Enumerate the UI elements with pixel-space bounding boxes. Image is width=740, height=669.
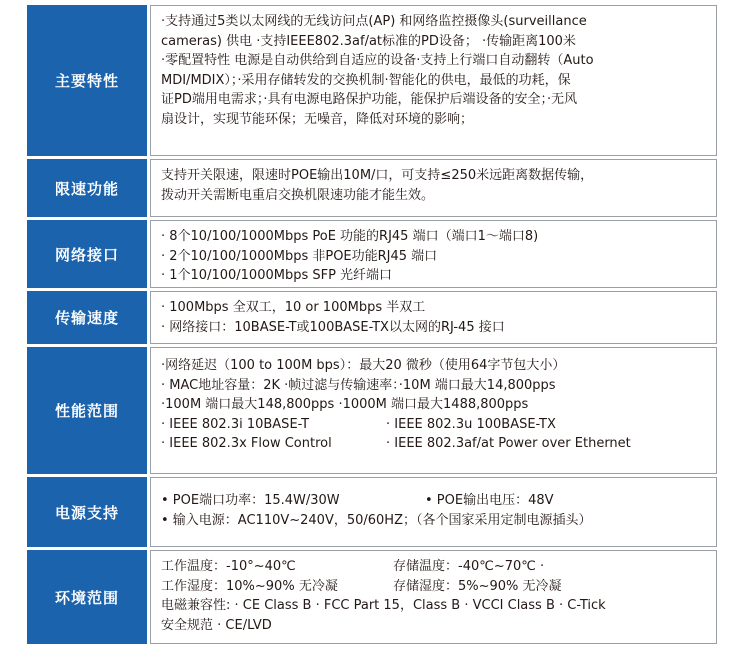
standard-item: · IEEE 802.3x Flow Control [161,436,332,451]
input-power-line: • 输入电源：AC110V~240V，50/60HZ；（各个国家采用定制电源插头） [161,512,592,528]
port-line: · 1个10/100/1000Mbps SFP 光纤端口 [161,268,393,283]
row-performance [27,347,717,474]
feature-line: cameras) 供电 ·支持IEEE802.3af/at标准的PD设备； ·传输距离100米 [161,33,576,49]
feature-line: MDI/MDIX）；·采用存储转发的交换机制·智能化的供电，最低的功耗，保 [161,72,571,88]
standard-item: · IEEE 802.3af/at Power over Ethernet [386,436,631,451]
standard-pair [161,415,708,435]
row-speed-limit [27,159,717,217]
row-transfer-speed [27,291,717,344]
row-label-performance: 性能范围 [27,347,147,474]
row-content-transfer-speed [150,291,717,344]
row-content-performance [150,347,717,474]
row-content-environment [150,550,717,644]
environment-pair [161,577,708,597]
row-label-network-ports: 网络接口 [27,220,147,288]
feature-line: ·支持通过5类以太网线的无线访问点(AP) 和网络监控摄像头(surveillance [161,14,587,29]
port-line: · 8个10/100/1000Mbps PoE 功能的RJ45 端口（端口1～端口8) [161,229,539,244]
row-label-environment: 环境范围 [27,550,147,644]
speed-limit-line: 支持开关限速，限速时POE输出10M/口，可支持≤250米远距离数据传输， [161,168,594,183]
row-label-power-support: 电源支持 [27,477,147,547]
speed-line: · 100Mbps 全双工，10 or 100Mbps 半双工 [161,300,426,315]
environment-pair [161,557,708,577]
row-content-main-features [150,5,717,156]
row-label-speed-limit: 限速功能 [27,159,147,217]
performance-line: ·100M 端口最大148,800pps ·1000M 端口最大1488,800pps [161,397,529,412]
storage-temperature: 存储温度：-40℃~70℃ · [393,559,545,574]
standard-item: · IEEE 802.3u 100BASE-TX [386,416,556,432]
spec-table [27,5,717,655]
speed-line: · 网络接口：10BASE-T或100BASE-TX以太网的RJ-45 接口 [161,319,505,335]
row-label-transfer-speed: 传输速度 [27,291,147,344]
port-line: · 2个10/100/1000Mbps 非POE功能RJ45 端口 [161,248,438,264]
standard-item: · IEEE 802.3i 10BASE-T [161,416,310,432]
row-content-power-support [150,477,717,547]
operating-temperature: 工作温度：-10°~40℃ [161,559,296,574]
feature-line: ·零配置特性 电源是自动供给到自适应的设备·支持上行端口自动翻转（Auto [161,53,594,68]
row-environment [27,550,717,644]
storage-humidity: 存储湿度：5%~90% 无冷凝 [393,578,562,594]
power-pair [161,491,708,511]
feature-line: 扇设计，实现节能环保；无噪音，降低对环境的影响； [161,111,474,127]
standard-pair [161,434,708,454]
speed-limit-line: 拨动开关需断电重启交换机限速功能才能生效。 [161,187,435,203]
performance-line: ·网络延迟（100 to 100M bps）：最大20 微秒（使用64字节包大小） [161,358,566,373]
emc-line: 电磁兼容性: · CE Class B · FCC Part 15，Class B · VCCI Class B · C-Tick [161,598,606,613]
row-power-support [27,477,717,547]
row-content-speed-limit [150,159,717,217]
performance-line: · MAC地址容量：2K ·帧过滤与传输速率：·10M 端口最大14,800pps [161,377,556,393]
row-main-features [27,5,717,156]
row-network-ports [27,220,717,288]
safety-line: 安全规范 · CE/LVD [161,617,272,633]
row-label-main-features: 主要特性 [27,5,147,156]
poe-output-voltage: • POE输出电压：48V [425,493,554,508]
poe-port-power: • POE端口功率：15.4W/30W [161,493,340,508]
operating-humidity: 工作湿度：10%~90% 无冷凝 [161,578,338,594]
row-content-network-ports [150,220,717,288]
feature-line: 证PD端用电需求；·具有电源电路保护功能，能保护后端设备的安全；·无风 [161,92,578,107]
